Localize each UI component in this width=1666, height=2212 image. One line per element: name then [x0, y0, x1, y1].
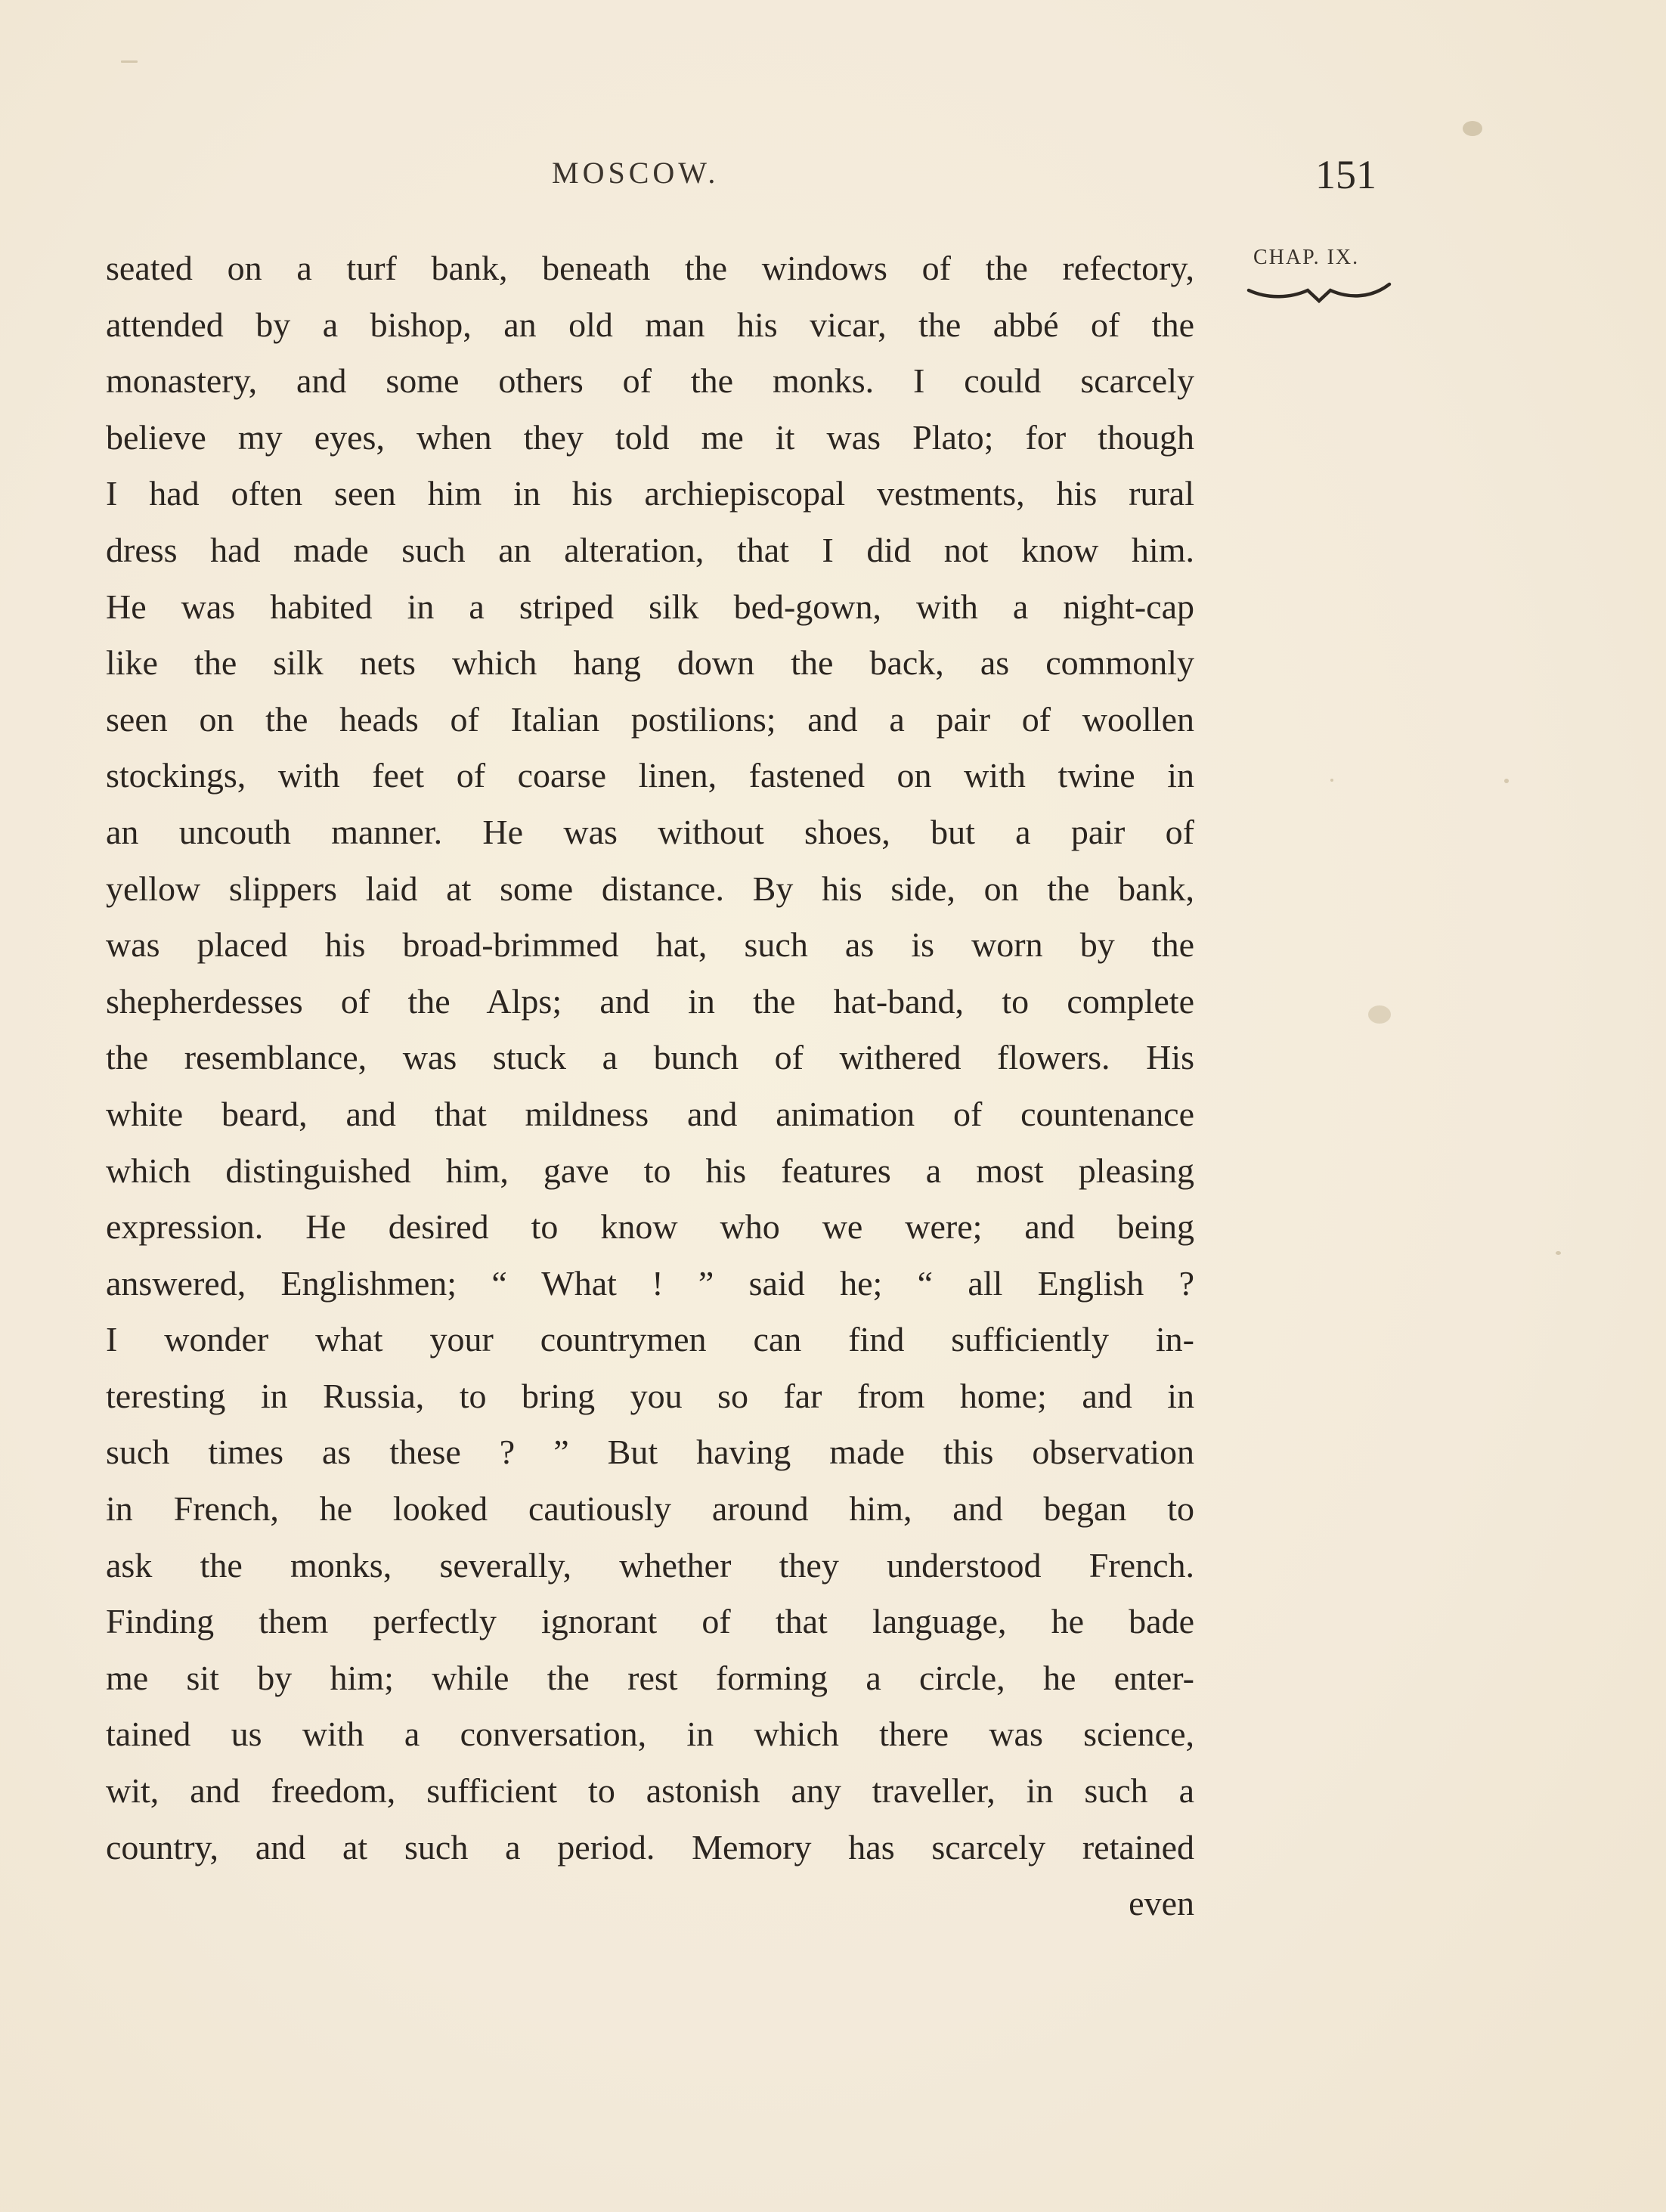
chapter-label: CHAP. IX.	[1253, 246, 1360, 269]
paper-speck	[1330, 779, 1333, 782]
text-line: wit, and freedom, sufficient to astonish any traveller, in such a	[106, 1771, 1194, 1811]
paper-speck	[1368, 1005, 1391, 1024]
text-line: Finding them perfectly ignorant of that language, he bade	[106, 1602, 1194, 1641]
paper-speck	[1463, 121, 1482, 136]
text-line: an uncouth manner. He was without shoes, but a pair of	[106, 812, 1194, 851]
text-line: I had often seen him in his archiepiscopal vestments, his rural	[106, 474, 1194, 513]
text-line: believe my eyes, when they told me it was Plato; for though	[106, 417, 1194, 457]
running-head: MOSCOW.	[552, 156, 720, 190]
text-line: yellow slippers laid at some distance. By his side, on the bank,	[106, 869, 1194, 908]
text-line: answered, Englishmen; “ What ! ” said he; “ all English ?	[106, 1263, 1194, 1303]
text-line: was placed his broad-brimmed hat, such as is worn by the	[106, 925, 1194, 965]
paper-speck	[1556, 1251, 1561, 1255]
text-line: white beard, and that mildness and animation of countenance	[106, 1094, 1194, 1133]
text-line: like the silk nets which hang down the back, as commonly	[106, 643, 1194, 683]
text-line: the resemblance, was stuck a bunch of withered flowers. His	[106, 1038, 1194, 1077]
text-line: shepherdesses of the Alps; and in the hat-band, to complete	[106, 981, 1194, 1021]
text-line: tained us with a conversation, in which there was science,	[106, 1715, 1194, 1754]
body-text	[106, 240, 1194, 1932]
text-line: He was habited in a striped silk bed-gown, with a night-cap	[106, 587, 1194, 626]
text-line: such times as these ? ” But having made this observation	[106, 1433, 1194, 1472]
text-line: stockings, with feet of coarse linen, fastened on with twine in	[106, 756, 1194, 795]
page-number: 151	[1315, 152, 1376, 197]
text-line: seated on a turf bank, beneath the windows of the refectory,	[106, 249, 1194, 287]
chapter-flourish-icon	[1246, 280, 1393, 305]
paper-speck	[121, 60, 138, 63]
text-line: me sit by him; while the rest forming a circle, he enter-	[106, 1658, 1194, 1697]
catchword: even	[1129, 1884, 1194, 1923]
text-line: I wonder what your countrymen can find sufficiently in-	[106, 1320, 1194, 1359]
text-line: teresting in Russia, to bring you so far from home; and in	[106, 1376, 1194, 1415]
text-line: expression. He desired to know who we were; and being	[106, 1207, 1194, 1247]
text-line: dress had made such an alteration, that I did not know him.	[106, 530, 1194, 569]
text-line: in French, he looked cautiously around him, and began to	[106, 1489, 1194, 1529]
text-line: which distinguished him, gave to his features a most pleasing	[106, 1151, 1194, 1190]
paper-speck	[1504, 779, 1509, 783]
text-line: country, and at such a period. Memory has scarcely retained	[106, 1827, 1194, 1867]
text-line: monastery, and some others of the monks. I could scarcely	[106, 361, 1194, 401]
text-line: attended by a bishop, an old man his vicar, the abbé of the	[106, 305, 1194, 344]
text-line: ask the monks, severally, whether they understood French.	[106, 1545, 1194, 1585]
text-line: seen on the heads of Italian postilions; and a pair of woollen	[106, 699, 1194, 739]
